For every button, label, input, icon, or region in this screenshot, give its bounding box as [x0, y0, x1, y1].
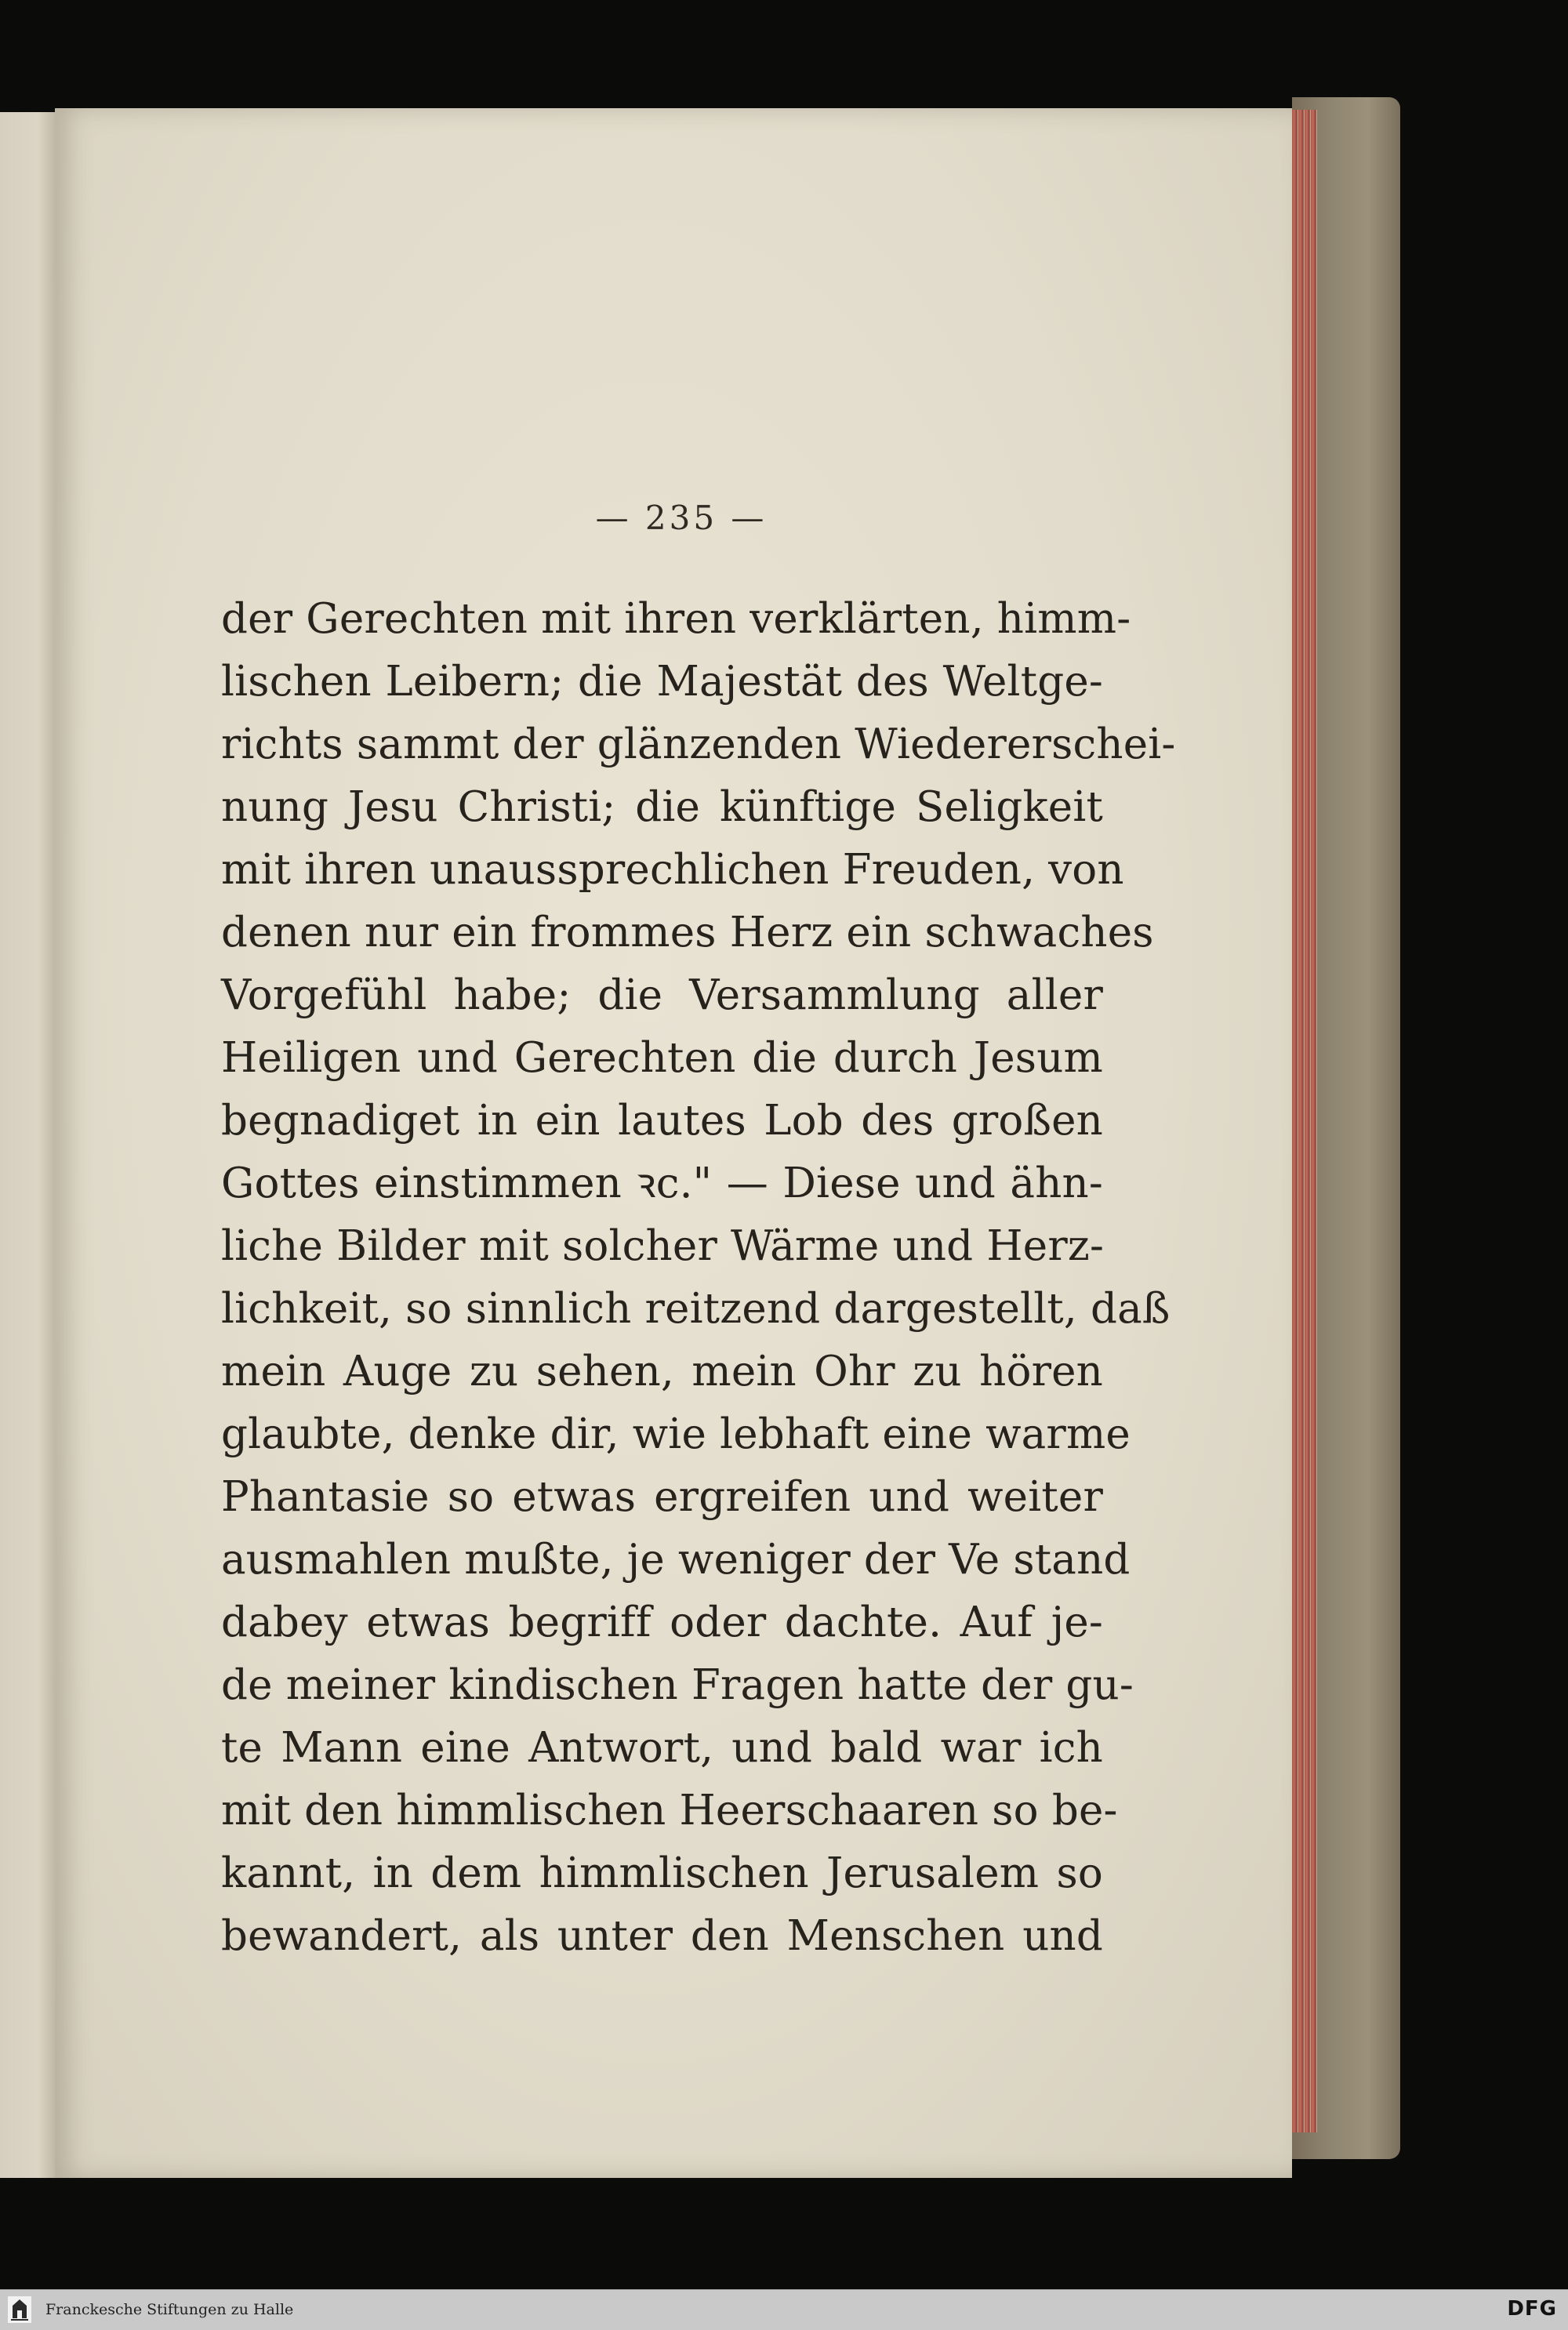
text-line: Gottes einstimmen ꝛc." — Diese und ähn- [221, 1160, 1103, 1207]
text-line: Vorgefühl habe; die Versammlung aller [221, 971, 1103, 1019]
text-line: bewandert, als unter den Menschen und [221, 1912, 1103, 1960]
text-line: de meiner kindischen Fragen hatte der gu- [221, 1661, 1134, 1709]
text-line: ausmahlen mußte, je weniger der Ve stand [221, 1536, 1131, 1584]
text-line: mit ihren unaussprechlichen Freuden, von [221, 846, 1124, 894]
text-line: Phantasie so etwas ergreifen und weiter [221, 1473, 1103, 1521]
text-line: begnadiget in ein lautes Lob des großen [221, 1097, 1103, 1145]
viewer-footer [0, 2289, 1568, 2330]
text-line: nung Jesu Christi; die künftige Seligkeit [221, 783, 1103, 831]
dfg-logo: DFG [1507, 2297, 1557, 2321]
page-number: — 235 — [595, 499, 768, 537]
institution-logo-icon [8, 2296, 31, 2323]
text-line: denen nur ein frommes Herz ein schwaches [221, 909, 1154, 956]
page-text-block [221, 588, 1176, 1968]
text-line: lichkeit, so sinnlich reitzend dargestellt, daß [221, 1285, 1171, 1333]
text-line: lischen Leibern; die Majestät des Weltge- [221, 658, 1103, 706]
text-line: dabey etwas begriff oder dachte. Auf je- [221, 1599, 1103, 1646]
text-line: te Mann eine Antwort, und bald war ich [221, 1724, 1103, 1772]
text-line: liche Bilder mit solcher Wärme und Herz- [221, 1222, 1105, 1270]
text-line: richts sammt der glänzenden Wiedererschei- [221, 720, 1176, 768]
text-line: der Gerechten mit ihren verklärten, himm- [221, 595, 1131, 643]
text-line: Heiligen und Gerechten die durch Jesum [221, 1034, 1103, 1082]
text-line: mit den himmlischen Heerschaaren so be- [221, 1787, 1118, 1835]
text-line: kannt, in dem himmlischen Jerusalem so [221, 1849, 1103, 1897]
text-line: mein Auge zu sehen, mein Ohr zu hören [221, 1348, 1103, 1395]
text-line: glaubte, denke dir, wie lebhaft eine warme [221, 1410, 1131, 1458]
institution-name: Franckesche Stiftungen zu Halle [45, 2301, 294, 2318]
book-page [55, 108, 1292, 2178]
